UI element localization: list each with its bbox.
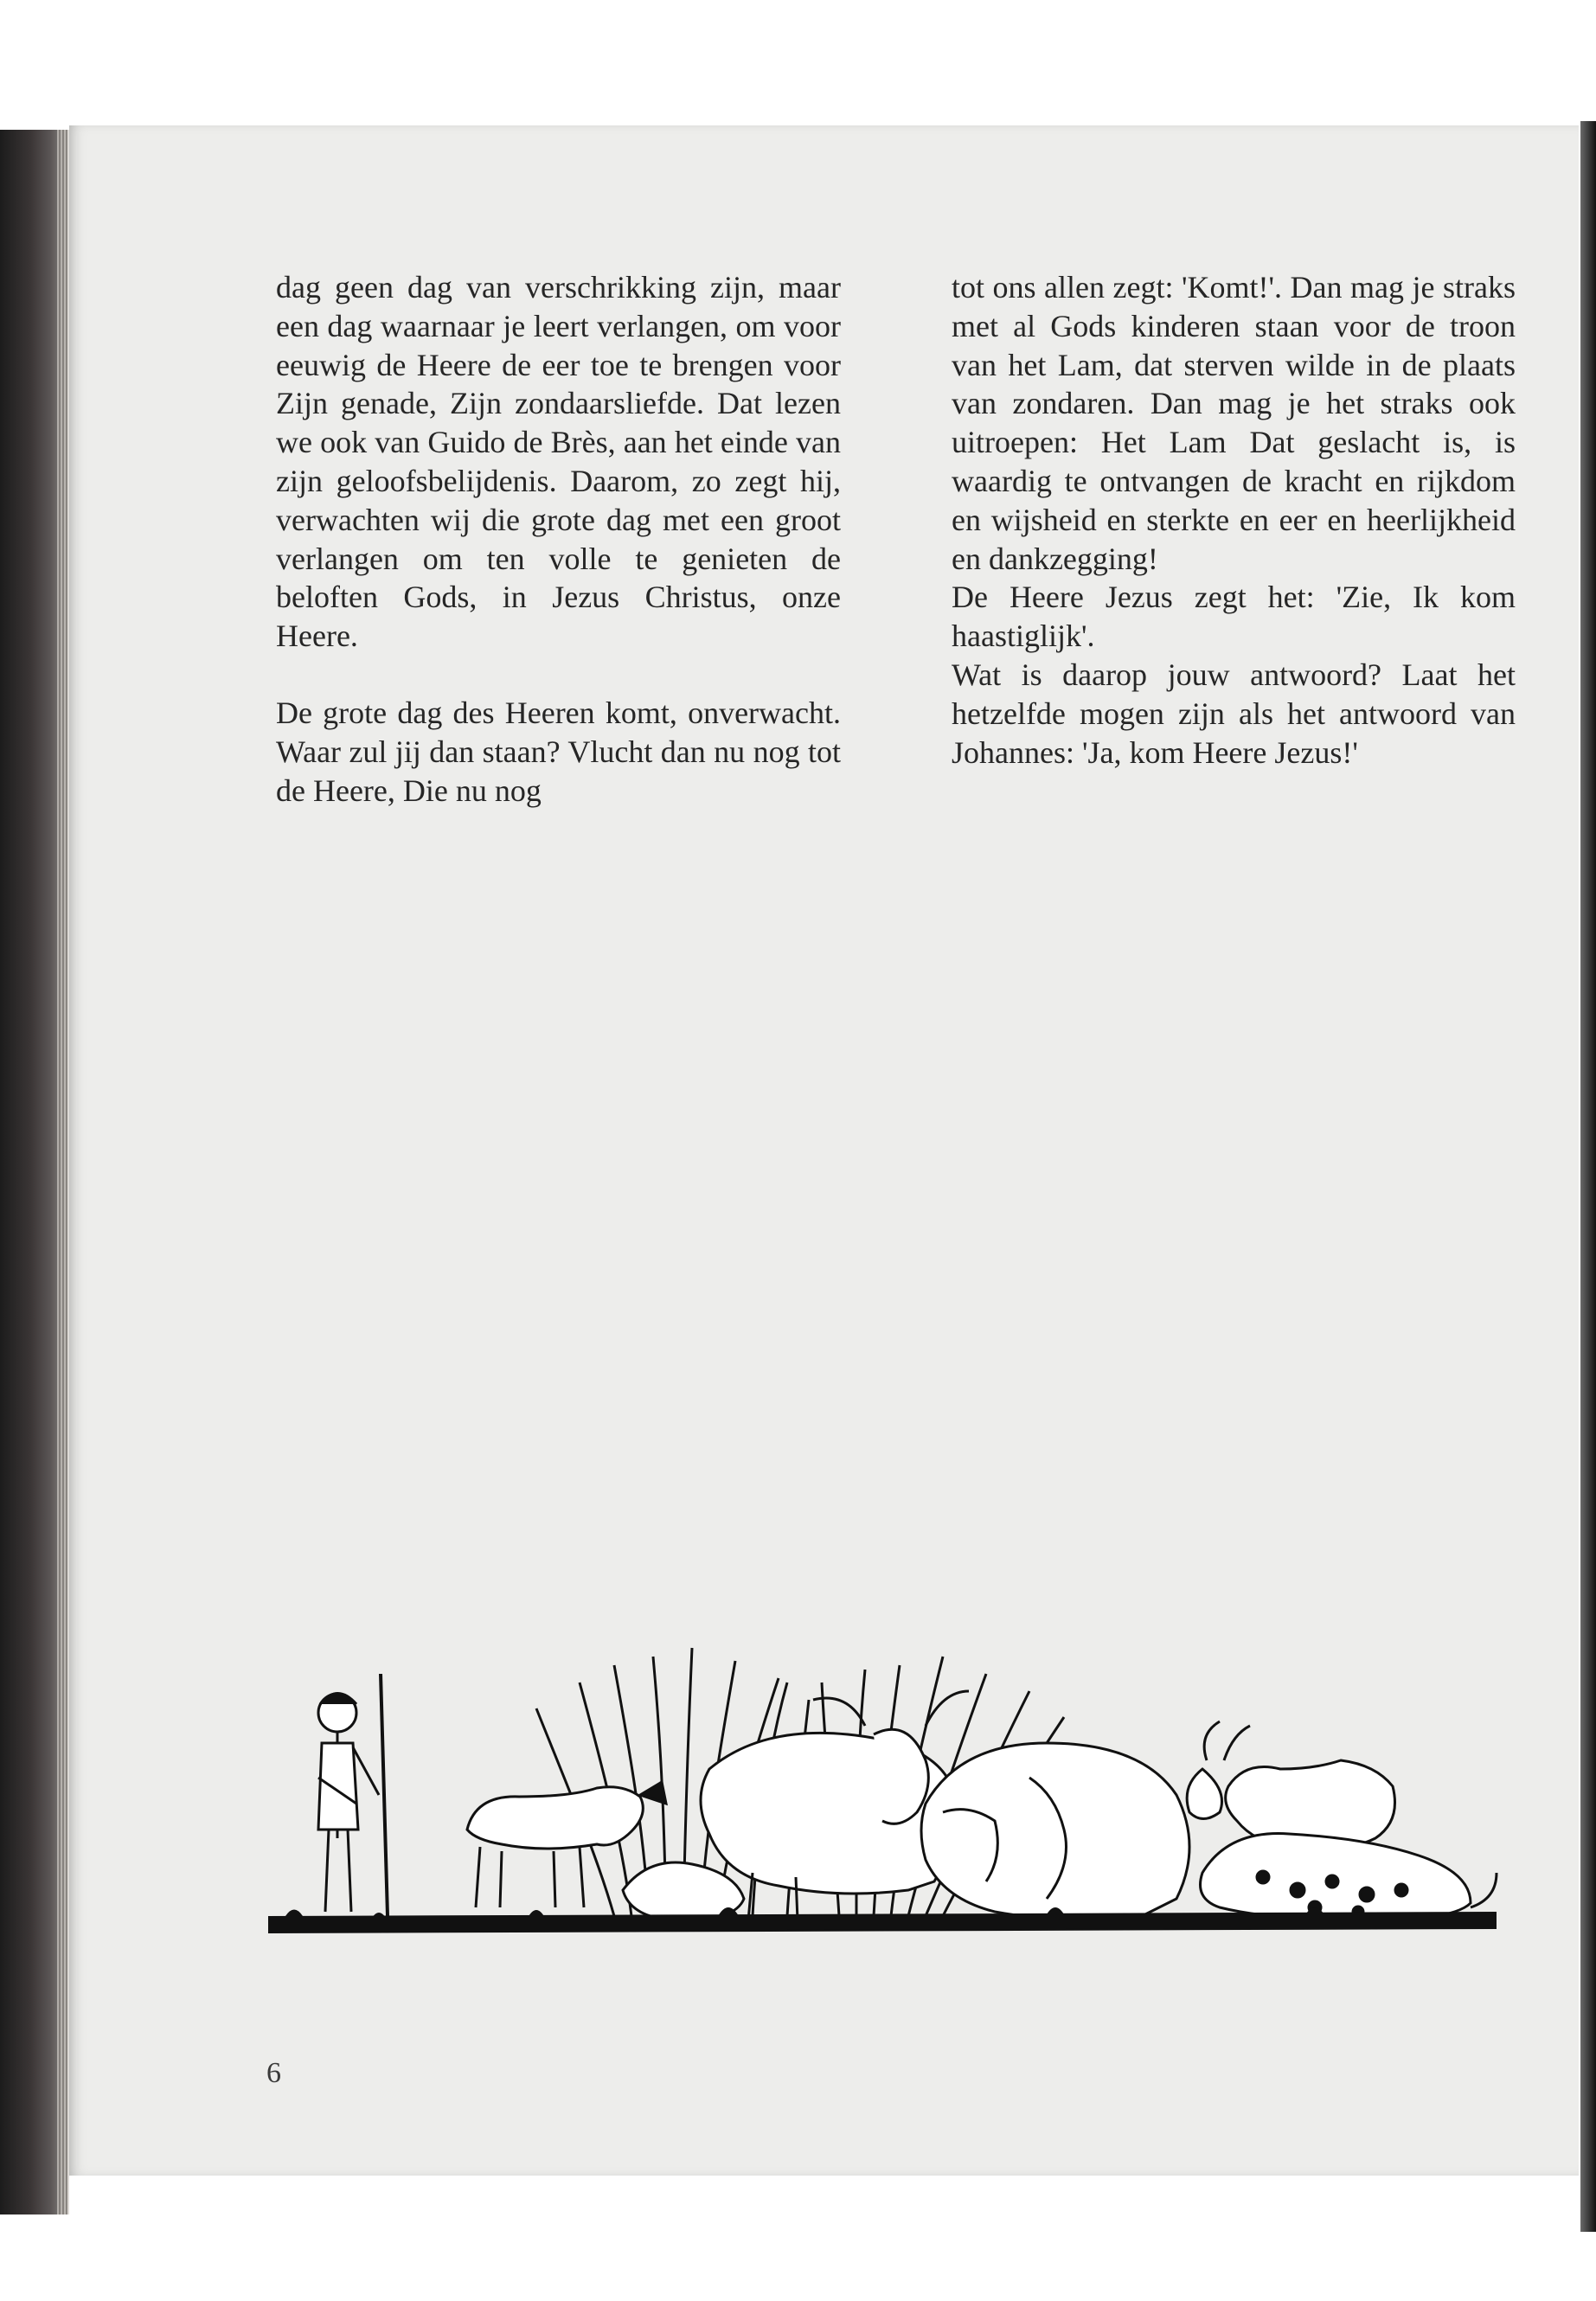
page-number: 6 — [266, 2057, 281, 2089]
goat — [1187, 1721, 1394, 1849]
boy-with-staff — [318, 1674, 388, 1916]
leopard — [1201, 1834, 1497, 1920]
book-page — [69, 125, 1579, 2176]
bear — [921, 1743, 1189, 1920]
right-text-column — [952, 268, 1516, 772]
page-stack-edge — [57, 130, 69, 2214]
page-right-edge — [1580, 121, 1596, 2232]
left-text-column — [276, 268, 841, 810]
left-paragraph-1: dag geen dag van verschrikking zijn, maar een dag waarnaar je leert verlangen, om voor eeuwig de Heere de eer toe te brengen voor Zijn genade, Zijn zondaarsliefde. Dat lezen we ook van Guido de Brès, aan het einde van zijn geloofsbelijdenis. Daarom, zo zegt hij, verwachten wij die grote dag met een groot verlangen om ten volle te genieten de beloften Gods, in Jezus Christus, onze Heere. — [276, 270, 841, 654]
right-paragraph-1: tot ons allen zegt: 'Komt!'. Dan mag je straks met al Gods kinderen staan voor de troon van het Lam, dat sterven wilde in de plaats van zondaren. Dan mag je het straks ook uitroepen: Het Lam Dat geslacht is, is waardig te ontvangen de kracht en rijkdom en wijsheid en sterkte en eer en heerlijkheid en dankzegging! — [952, 270, 1516, 576]
right-paragraph-3: Wat is daarop jouw antwoord? Laat het hetzelfde mogen zijn als het antwoord van Johannes: 'Ja, kom Heere Jezus!' — [952, 657, 1516, 770]
right-paragraph-2: De Heere Jezus zegt het: 'Zie, Ik kom haastiglijk'. — [952, 580, 1516, 654]
left-paragraph-2: De grote dag des Heeren komt, onverwacht. Waar zul jij dan staan? Vlucht dan nu nog tot de Heere, Die nu nog — [276, 695, 841, 808]
ground — [268, 1907, 1497, 1933]
peaceable-kingdom-illustration — [268, 1631, 1548, 1959]
